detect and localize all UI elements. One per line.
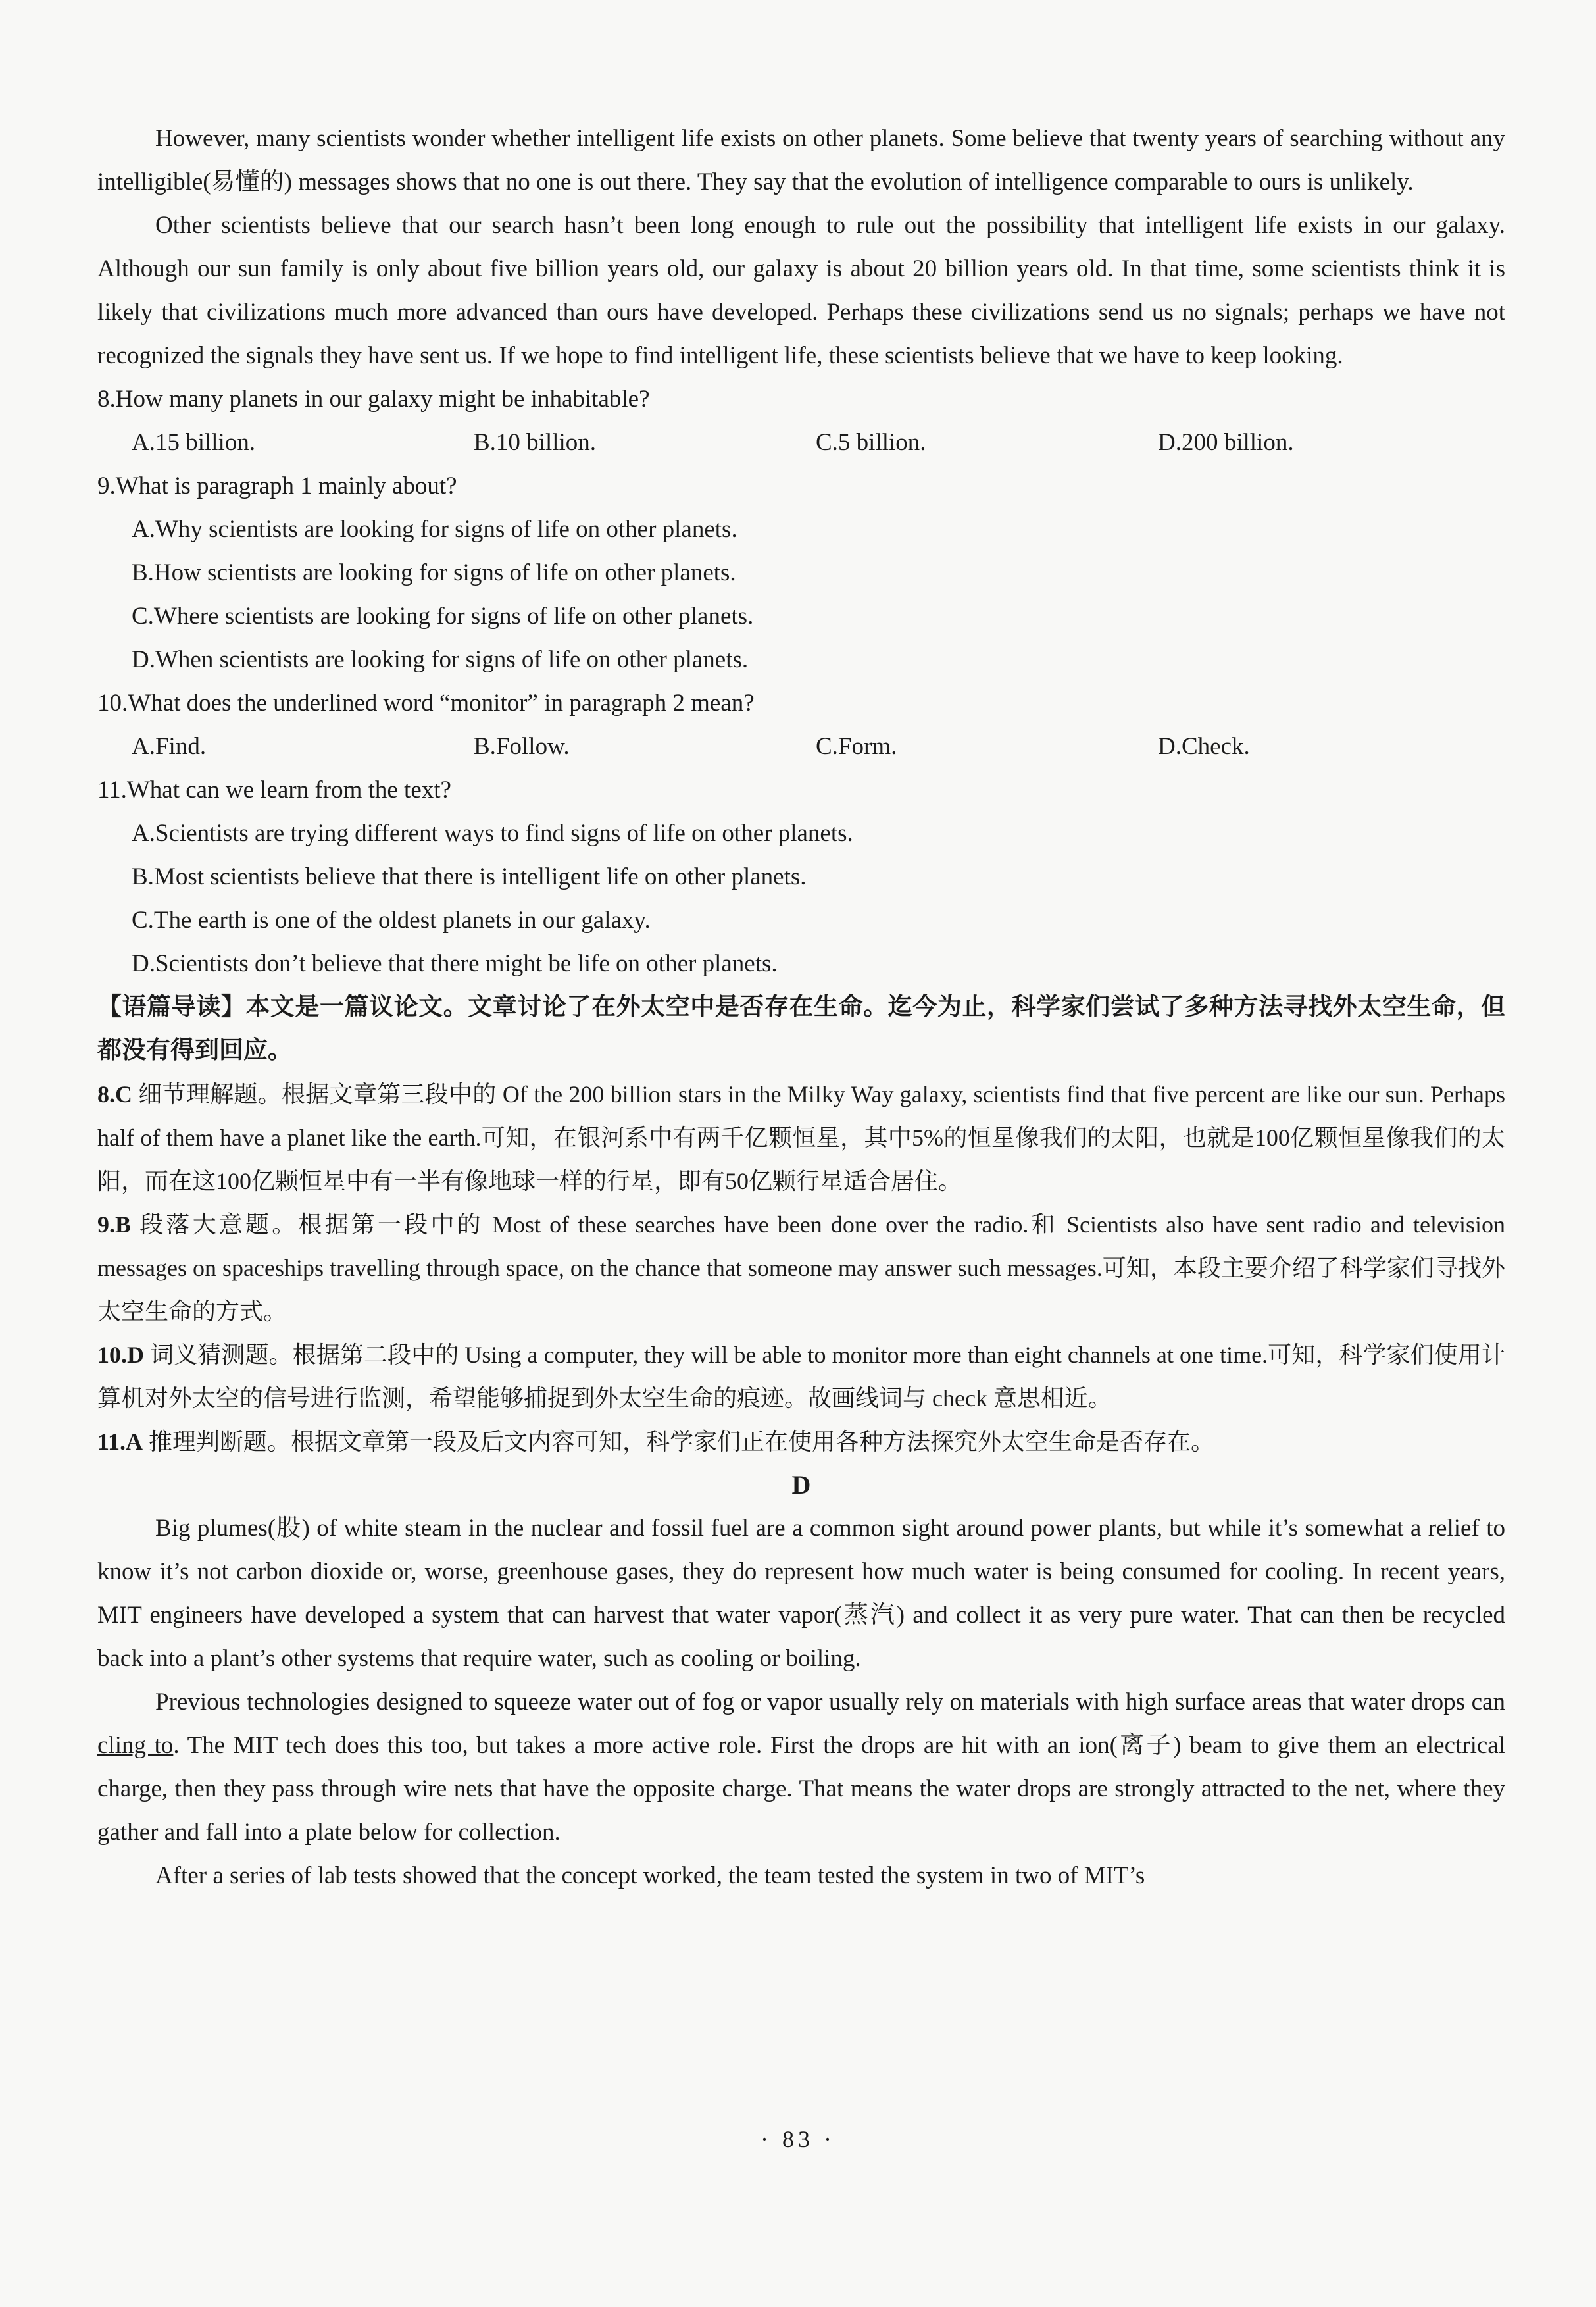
question-10 <box>97 682 1505 769</box>
answer-number: 8.C <box>97 1081 132 1107</box>
question-stem: 10.What does the underlined word “monitor” in paragraph 2 mean? <box>97 690 755 717</box>
option: D.Check. <box>1158 733 1250 760</box>
options-row <box>132 725 1505 769</box>
passage-paragraph: Big plumes(股) of white steam in the nuclear and fossil fuel are a common sight around power plants, but while it’s somewhat a relief to know it’s not carbon dioxide or, worse, greenhouse gases, they do represent how much water is being consumed for cooling. In recent years, MIT engineers have developed a system that can harvest that water vapor(蒸汽) and collect it as very pure water. That can then be recycled back into a plant’s other systems that require water, such as cooling or boiling. <box>97 1515 1505 1672</box>
text-run: . The MIT tech does this too, but takes a more active role. First the drops are hit with an ion(离子) beam to give them an electrical charge, then they pass through wire nets that have the opposite charge. That means the water drops are strongly attracted to the net, where they gather and fall into a plate below for collection. <box>97 1732 1506 1846</box>
passage-paragraph: Other scientists believe that our search hasn’t been long enough to rule out the possibility that intelligent life exists in our galaxy. Although our sun family is only about five billion years old, our galaxy is about 20 billion years old. In that time, some scientists think it is likely that civilizations much more advanced than ours have developed. Perhaps these civilizations send us no signals; perhaps we have not recognized the signals they have sent us. If we hope to find intelligent life, these scientists believe that we have to keep looking. <box>97 212 1505 369</box>
option: C.5 billion. <box>816 429 926 456</box>
option: B.Most scientists believe that there is intelligent life on other planets. <box>132 863 807 890</box>
option: B.Follow. <box>474 733 570 760</box>
option: C.Where scientists are looking for signs of life on other planets. <box>132 603 754 630</box>
question-stem: 9.What is paragraph 1 mainly about? <box>97 472 457 499</box>
question-stem: 8.How many planets in our galaxy might be inhabitable? <box>97 386 650 413</box>
passage-paragraph: However, many scientists wonder whether intelligent life exists on other planets. Some believe that twenty years of searching without any intelligible(易懂的) messages shows that no one is out there. They say that the evolution of intelligence comparable to ours is unlikely. <box>97 125 1505 195</box>
answer-number: 9.B <box>97 1211 132 1238</box>
option: B.How scientists are looking for signs of life on other planets. <box>132 559 736 586</box>
option: D.When scientists are looking for signs of life on other planets. <box>132 646 749 673</box>
answer-number: 10.D <box>97 1342 144 1368</box>
passage-paragraph <box>97 1681 1505 1854</box>
option: A.Find. <box>132 733 207 760</box>
option: C.Form. <box>816 733 897 760</box>
question-11 <box>97 769 1505 986</box>
text-run: Previous technologies designed to squeeze water out of fog or vapor usually rely on materials with high surface areas that water drops can <box>155 1688 1505 1715</box>
answer-explanation <box>97 1203 1505 1333</box>
page-content <box>97 117 1505 1898</box>
answer-text: 词义猜测题。根据第二段中的 Using a computer, they will be able to monitor more than eight channels at one time.可知，科学家们使用计算机对外太空的信号进行监测，希望能够捕捉到外太空生命的痕迹。故画线词与 check 意思相近。 <box>97 1342 1505 1411</box>
option: A.Why scientists are looking for signs of life on other planets. <box>132 516 737 543</box>
question-stem: 11.What can we learn from the text? <box>97 776 451 803</box>
section-title: D <box>791 1470 811 1500</box>
options-row <box>132 421 1505 465</box>
passage-paragraph: After a series of lab tests showed that the concept worked, the team tested the system in two of MIT’s <box>155 1862 1145 1889</box>
question-9 <box>97 465 1505 682</box>
answer-text: 细节理解题。根据文章第三段中的 Of the 200 billion stars in the Milky Way galaxy, scientists find that five percent are like our sun. Perhaps half of them have a planet like the earth.可知，在银河系中有两千亿颗恒星，其中5%的恒星像我们的太阳，也就是100亿颗恒星像我们的太阳，而在这100亿颗恒星中有一半有像地球一样的行星，即有50亿颗行星适合居住。 <box>97 1081 1505 1194</box>
option: A.15 billion. <box>132 429 256 456</box>
reading-guide: 【语篇导读】本文是一篇议论文。文章讨论了在外太空中是否存在生命。迄今为止，科学家们尝试了多种方法寻找外太空生命，但都没有得到回应。 <box>97 994 1505 1064</box>
underlined-phrase: cling to <box>97 1732 174 1759</box>
option: D.200 billion. <box>1158 429 1294 456</box>
option: B.10 billion. <box>474 429 597 456</box>
answer-explanation <box>97 1420 1505 1463</box>
answer-number: 11.A <box>97 1429 143 1455</box>
answer-explanation <box>97 1333 1505 1420</box>
answer-explanation <box>97 1073 1505 1203</box>
question-8 <box>97 378 1505 465</box>
answer-text: 段落大意题。根据第一段中的 Most of these searches have been done over the radio.和 Scientists also have sent radio and television messages on spaceships travelling through space, on the chance that someone may answer such messages.可知，本段主要介绍了科学家们寻找外太空生命的方式。 <box>97 1211 1506 1325</box>
option: C.The earth is one of the oldest planets in our galaxy. <box>132 907 651 934</box>
option: D.Scientists don’t believe that there might be life on other planets. <box>132 950 778 977</box>
page-number: · 83 · <box>761 2126 835 2152</box>
option: A.Scientists are trying different ways to find signs of life on other planets. <box>132 820 853 847</box>
answer-text: 推理判断题。根据文章第一段及后文内容可知，科学家们正在使用各种方法探究外太空生命是否存在。 <box>149 1429 1215 1455</box>
